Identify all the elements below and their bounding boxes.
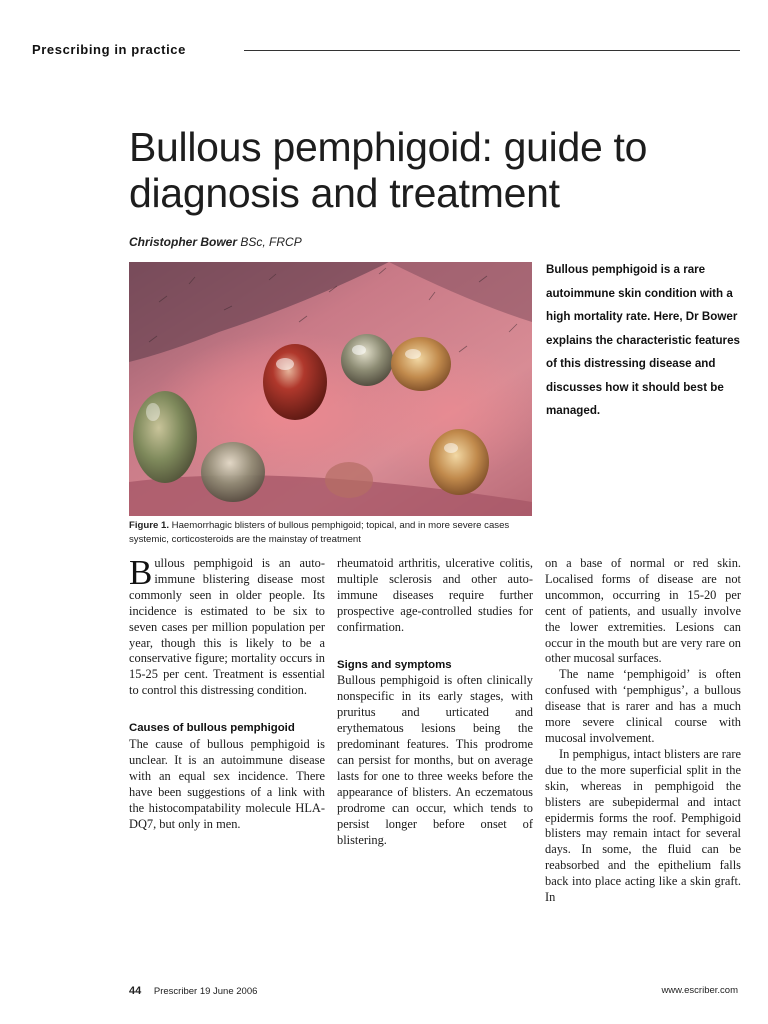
- page-number: 44: [129, 985, 142, 997]
- body-paragraph: rheumatoid arthritis, ulcerative colitis, multiple sclerosis and other autoimmune diseases require further prospective age-controlled studies for confirmation.: [337, 556, 533, 634]
- body-paragraph: The cause of bullous pemphigoid is unclear. It is an autoimmune disease with an equal sex incidence. There have been suggestions of a link with the histocompatability molecule HLA-DQ7, but only in men.: [129, 737, 325, 831]
- figure-photo: [129, 262, 532, 516]
- footer-url: www.escriber.com: [661, 985, 738, 996]
- header-rule: [244, 50, 740, 51]
- body-paragraph: Bullous pemphigoid is often clinically nonspecific in its early stages, with pruritus and urticated and erythematous lesions being the predominant features. This prodrome can persist for months, but on average lasts for one to three weeks before the appearance of blisters. An eczematous prodrome can occur, which tends to persist longer before onset of blistering.: [337, 673, 533, 847]
- author-credentials: BSc, FRCP: [240, 235, 302, 249]
- article-title: Bullous pemphigoid: guide to diagnosis and treatment: [129, 124, 648, 216]
- body-column-2: [337, 556, 533, 966]
- subheading: Signs and symptoms: [337, 658, 452, 671]
- issue-info: Prescriber 19 June 2006: [153, 986, 258, 997]
- section-label: Prescribing in practice: [32, 42, 186, 57]
- body-paragraph: In pemphigus, intact blisters are rare due to the more superficial split in the skin, whereas in pemphigoid the blisters are subepidermal and intact epidermis forms the roof. Pemphigoid blisters may remain intact for several days. In some, the fluid can be reabsorbed and the epithelium falls back into place acting like a skin graft. In: [545, 746, 741, 905]
- drop-cap: B: [129, 556, 153, 592]
- body-column-1: [129, 556, 325, 966]
- subheading: Causes of bullous pemphigoid: [129, 722, 295, 735]
- body-paragraph: on a base of normal or red skin. Localised forms of disease are not uncommon, occurring in 15-20 per cent of patients, and usually involve the lower extremities. Lesions can occur in the mouth but are very rare on other mucosal surfaces.: [545, 556, 741, 666]
- body-paragraph: The name ‘pemphigoid’ is often confused with ‘pemphigus’, a bullous disease that is rarer and has a much more severe clinical course with mucosal involvement.: [545, 667, 741, 745]
- body-column-3: [545, 556, 741, 966]
- body-paragraph: Bullous pemphigoid is an autoimmune blistering disease most commonly seen in older people. Its incidence is estimated to be six to seven cases per million population per year, though this is likely to be a conservative figure; mortality occurs in 15-25 per cent. Treatment is essential to control this distressing condition.: [129, 556, 325, 698]
- footer-left: [129, 985, 257, 997]
- figure-caption: [129, 519, 529, 547]
- byline: [129, 235, 302, 249]
- figure-caption-text: Haemorrhagic blisters of bullous pemphigoid; topical, and in more severe cases systemic, corticosteroids are the mainstay of treatment: [129, 520, 510, 545]
- standfirst: Bullous pemphigoid is a rare autoimmune skin condition with a high mortality rate. Here, Dr Bower explains the characteristic features of this distressing disease and discusses how it should best be managed.: [546, 263, 740, 417]
- author-name: Christopher Bower: [129, 235, 238, 249]
- figure-label: Figure 1.: [129, 520, 169, 531]
